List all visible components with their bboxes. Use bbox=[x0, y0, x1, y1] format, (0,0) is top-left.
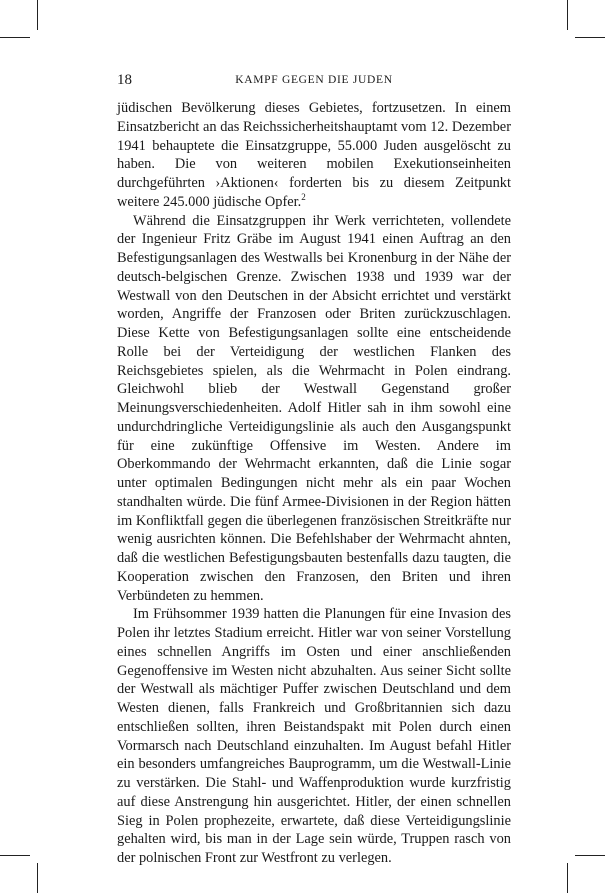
page-header bbox=[117, 72, 511, 90]
paragraph-1 bbox=[117, 99, 511, 212]
paragraph-1-text: jüdischen Bevölkerung dieses Gebietes, fortzusetzen. In einem Einsatzbericht an das Reichssicherheitshauptamt vom 12. Dezember 1941 behauptete die Einsatzgruppe, 55.000 Juden ausgelöscht zu haben. Die von weiteren mobilen Exekutionseinheiten durchgeführten ›Aktionen‹ forderten bis zu diesem Zeitpunkt weitere 245.000 jüdische Opfer. bbox=[117, 100, 511, 210]
running-head: KAMPF GEGEN DIE JUDEN bbox=[235, 74, 393, 86]
footnote-marker[interactable]: 2 bbox=[301, 191, 306, 202]
body-text bbox=[117, 99, 511, 868]
crop-mark-bottom-left bbox=[37, 863, 38, 893]
crop-mark-bottom-left bbox=[0, 855, 30, 856]
paragraph-2: Während die Einsatzgruppen ihr Werk verrichteten, vollendete der Ingenieur Fritz Gräbe im August 1941 einen Auftrag an den Befestigungsanlagen des Westwalls bei Kronenburg in der Nähe der deutsch-belgischen Grenze. Zwischen 1938 und 1939 war der Westwall von den Deutschen in der Absicht errichtet und verstärkt worden, Angriffe der Franzosen oder Briten zurückzuschlagen. Diese Kette von Befestigungsanlagen sollte eine entscheidende Rolle bei der Verteidigung der westlichen Flanken des Reichsgebietes spielen, als die Wehrmacht in Polen eindrang. Gleichwohl blieb der Westwall Gegenstand großer Meinungsverschiedenheiten. Adolf Hitler sah in ihm sowohl eine undurchdringliche Verteidigungslinie als auch den Ausgangspunkt für eine zukünftige Offensive im Westen. Andere im Oberkommando der Wehrmacht erkannten, daß die Linie sogar unter optimalen Bedingungen nicht mehr als ein paar Wochen standhalten würde. Die fünf Armee-Divisionen in der Region hätten im Konfliktfall gegen die überlegenen französischen Streitkräfte nur wenig ausrichten können. Die Befehlshaber der Wehrmacht ahnten, daß die westlichen Befestigungsbauten bestenfalls dazu taugten, die Kooperation zwischen den Franzosen, den Briten und ihren Verbündeten zu hemmen. bbox=[117, 212, 511, 604]
paragraph-3: Im Frühsommer 1939 hatten die Planungen für eine Invasion des Polen ihr letztes Stadium erreicht. Hitler war von seiner Vorstellung eines schnellen Angriffs im Osten und einer anschließenden Gegenoffensive im Westen nicht abzuhalten. Aus seiner Sicht sollte der Westwall als mächtiger Puffer zwischen Deutschland und dem Westen dienen, falls Frankreich und Großbritannien sich dazu entschließen sollten, ihren Beistandspakt mit Polen durch einen Vormarsch nach Deutschland einzuhalten. Im August befahl Hitler ein besonders umfangreiches Bauprogramm, um die Westwall-Linie zu verstärken. Die Stahl- und Waffenproduktion wurde kurzfristig auf diese Anstrengung hin ausgerichtet. Hitler, der einen schnellen Sieg in Polen prophezeite, erwartete, daß diese Verteidigungslinie gehalten wird, bis man in der Lage sein würde, Truppen rasch von der polnischen Front zur Westfront zu verlegen. bbox=[117, 606, 511, 866]
crop-mark-top-right bbox=[567, 0, 568, 30]
crop-mark-top-left bbox=[0, 37, 30, 38]
page-number: 18 bbox=[117, 72, 132, 88]
crop-mark-top-left bbox=[37, 0, 38, 30]
crop-mark-top-right bbox=[575, 37, 605, 38]
crop-mark-bottom-right bbox=[567, 863, 568, 893]
crop-mark-bottom-right bbox=[575, 855, 605, 856]
